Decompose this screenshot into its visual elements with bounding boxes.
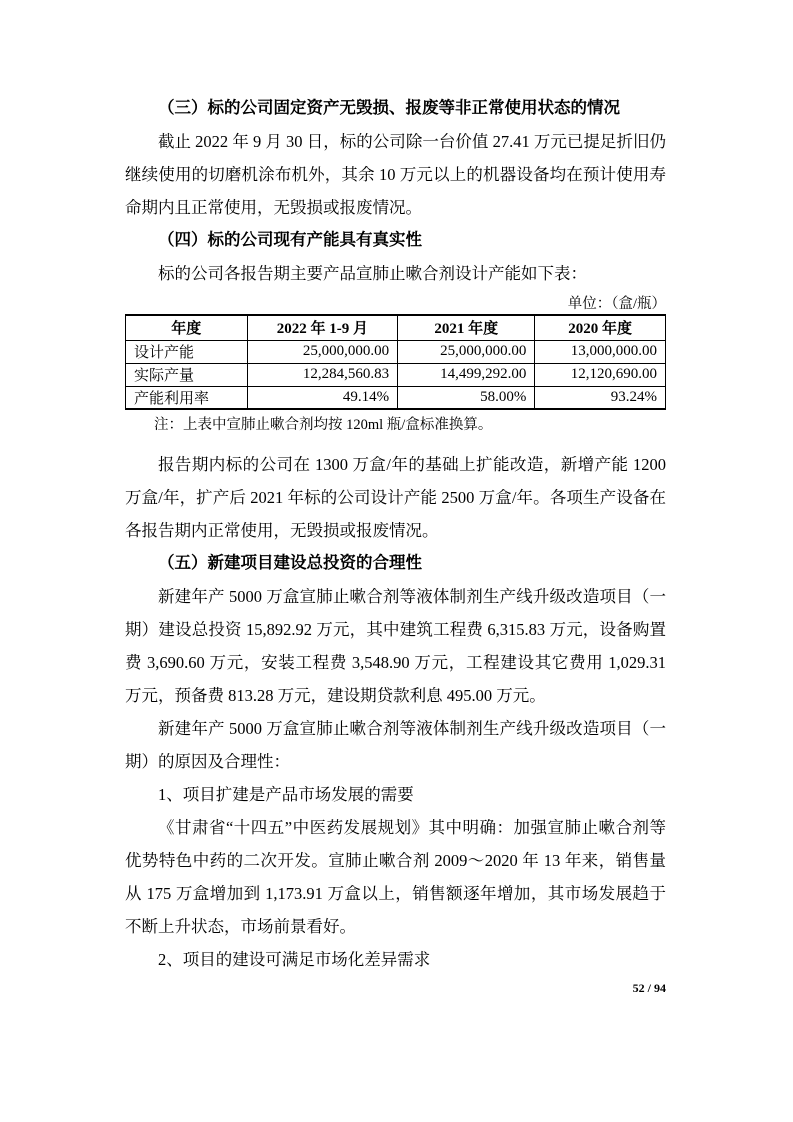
table-unit-label: 单位：（盒/瓶）: [567, 296, 666, 312]
table-header-2021: 2021 年度: [398, 315, 535, 340]
paragraph-capacity-expansion: 报告期内标的公司在 1300 万盒/年的基础上扩能改造，新增产能 1200 万盒/年，扩产后 2021 年标的公司设计产能 2500 万盒/年。各项生产设备在各报告期内正常使用，无毁损或报废情况。: [125, 455, 666, 540]
cell-value: 25,000,000.00: [398, 340, 535, 363]
list-item-market-need: 1、项目扩建是产品市场发展的需要: [158, 785, 414, 804]
table-header-2020: 2020 年度: [535, 315, 666, 340]
cell-value: 25,000,000.00: [247, 340, 398, 363]
paragraph-investment-breakdown: 新建年产 5000 万盒宣肺止嗽合剂等液体制剂生产线升级改造项目（一期）建设总投资 15,892.92 万元，其中建筑工程费 6,315.83 万元，设备购置费 3,690.60 万元，安装工程费 3,548.90 万元，工程建设其它费用 1,029.31 万元，预备费 813.28 万元，建设期贷款利息 495.00 万元。: [125, 587, 666, 705]
table-row-designed-capacity: [126, 340, 666, 363]
cell-value: 58.00%: [398, 386, 535, 409]
table-header-row: [126, 315, 666, 340]
cell-value: 93.24%: [535, 386, 666, 409]
paragraph-project-rationale-intro: 新建年产 5000 万盒宣肺止嗽合剂等液体制剂生产线升级改造项目（一期）的原因及合理性：: [125, 719, 666, 771]
row-label: 设计产能: [126, 340, 248, 363]
table-note: 注：上表中宣肺止嗽合剂均按 120ml 瓶/盒标准换算。: [154, 417, 493, 433]
table-header-2022: 2022 年 1-9 月: [247, 315, 398, 340]
section-heading-investment: （五）新建项目建设总投资的合理性: [158, 554, 422, 572]
table-header-year: 年度: [126, 315, 248, 340]
capacity-table: [125, 314, 666, 410]
cell-value: 13,000,000.00: [535, 340, 666, 363]
cell-value: 12,120,690.00: [535, 363, 666, 386]
paragraph-market-analysis: 《甘肃省“十四五”中医药发展规划》其中明确：加强宣肺止嗽合剂等优势特色中药的二次开发。宣肺止嗽合剂 2009～2020 年 13 年来，销售量从 175 万盒增加到 1,173.91 万盒以上，销售额逐年增加，其市场发展趋于不断上升状态，市场前景看好。: [125, 818, 666, 936]
table-row-utilization-rate: [126, 386, 666, 409]
row-label: 产能利用率: [126, 386, 248, 409]
cell-value: 14,499,292.00: [398, 363, 535, 386]
paragraph-capacity-intro: 标的公司各报告期主要产品宣肺止嗽合剂设计产能如下表：: [158, 264, 587, 283]
cell-value: 12,284,560.83: [247, 363, 398, 386]
list-item-market-differentiation: 2、项目的建设可满足市场化差异需求: [158, 950, 431, 969]
table-row-actual-output: [126, 363, 666, 386]
cell-value: 49.14%: [247, 386, 398, 409]
page-number: 52 / 94: [632, 981, 666, 995]
paragraph-fixed-assets: 截止 2022 年 9 月 30 日，标的公司除一台价值 27.41 万元已提足折旧仍继续使用的切磨机涂布机外，其余 10 万元以上的机器设备均在预计使用寿命期内且正常使用，无毁损或报废情况。: [125, 132, 666, 217]
section-heading-fixed-assets: （三）标的公司固定资产无毁损、报废等非正常使用状态的情况: [158, 99, 620, 117]
row-label: 实际产量: [126, 363, 248, 386]
section-heading-capacity: （四）标的公司现有产能具有真实性: [158, 231, 422, 249]
